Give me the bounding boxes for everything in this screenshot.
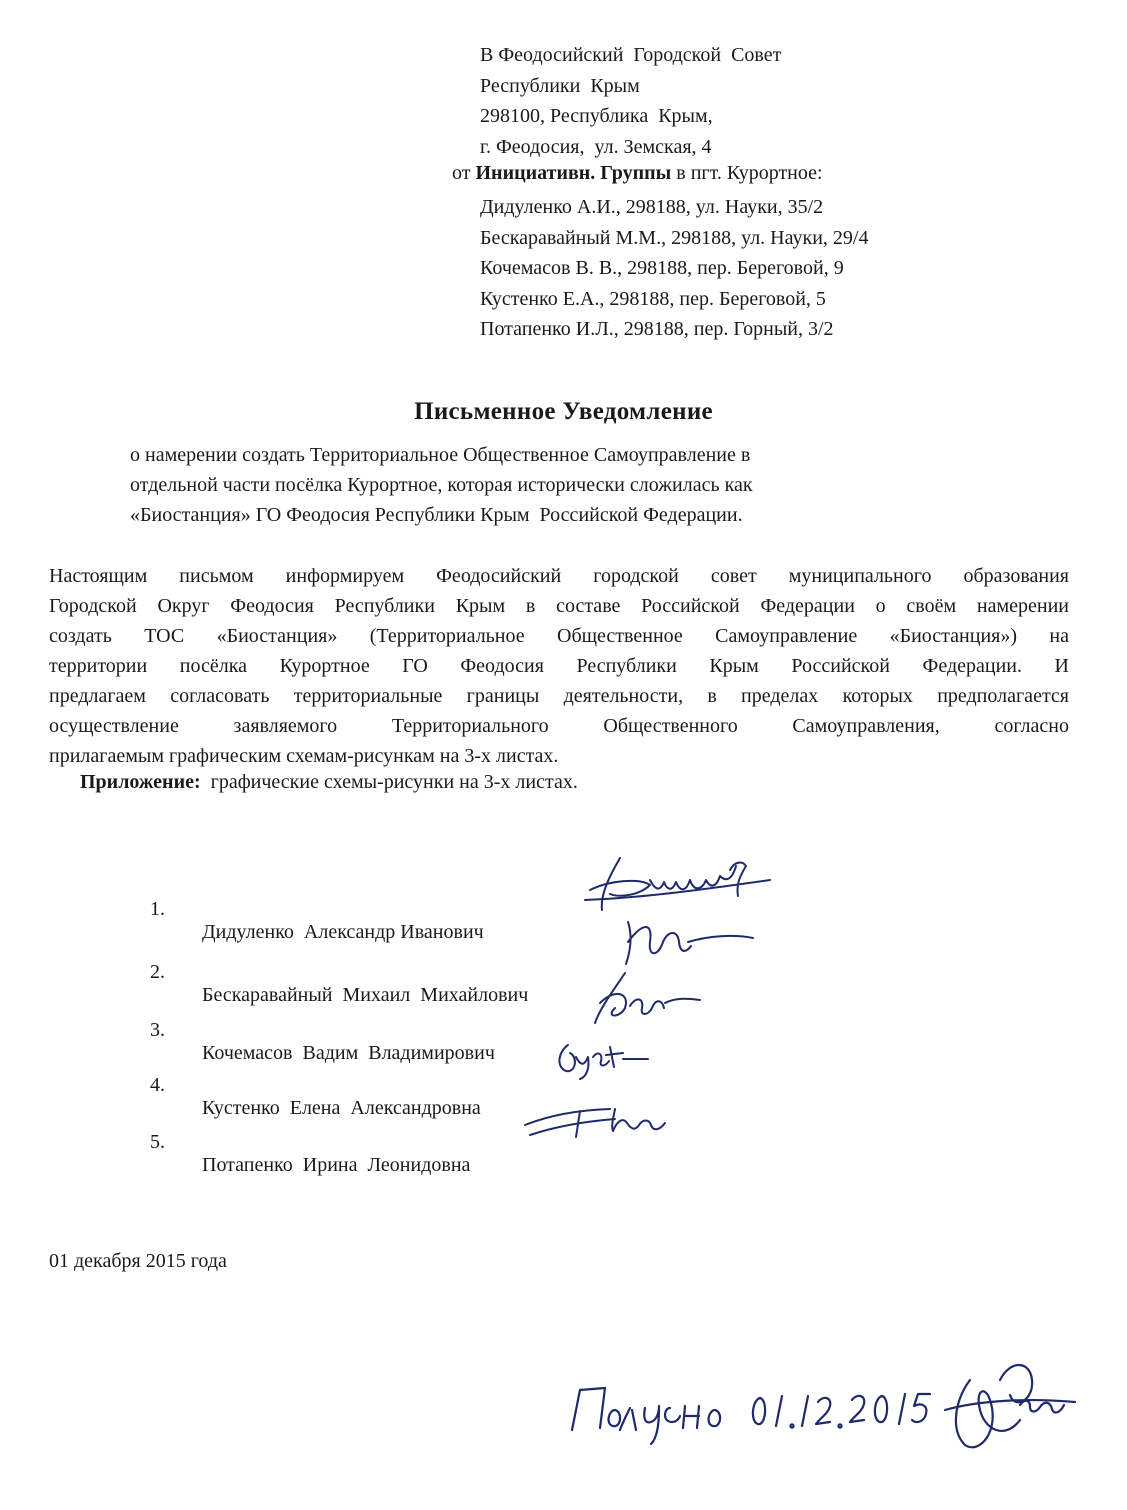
- received-stamp: [560, 1350, 1080, 1475]
- signatory-name: Дидуленко Александр Иванович: [202, 921, 484, 943]
- signatory-row: [150, 1108, 471, 1176]
- signatory-name: Кочемасов Вадим Владимирович: [202, 1042, 495, 1064]
- subtitle-line: о намерении создать Территориальное Общественное Самоуправление в: [130, 444, 751, 466]
- signature-2: [608, 912, 758, 972]
- document-subtitle: [130, 440, 753, 530]
- signatory-row: [150, 996, 495, 1064]
- signatory-name: Потапенко Ирина Леонидовна: [202, 1154, 471, 1176]
- member-line: Потапенко И.Л., 298188, пер. Горный, 3/2: [480, 318, 834, 340]
- body-line: предлагаем согласовать территориальные границы деятельности, в пределах которых предполагается: [49, 685, 1069, 707]
- signatory-row: [150, 938, 529, 1006]
- signatory-name: Кустенко Елена Александровна: [202, 1097, 481, 1119]
- signatory-name: Бескаравайный Михаил Михайлович: [202, 984, 529, 1006]
- signature-5: [520, 1095, 700, 1145]
- signature-3: [585, 968, 705, 1028]
- subtitle-line: отдельной части посёлка Курортное, которая исторически сложилась как: [130, 474, 753, 496]
- signatory-number: 4.: [150, 1074, 165, 1096]
- signature-4: [548, 1037, 658, 1082]
- sender-members: [480, 192, 868, 345]
- addressee-block: [480, 40, 781, 162]
- body-paragraph: [49, 561, 1069, 771]
- document-date: 01 декабря 2015 года: [49, 1250, 227, 1272]
- signatory-row: [150, 875, 484, 943]
- addressee-line: В Феодосийский Городской Совет: [480, 44, 782, 66]
- signature-1: [580, 850, 780, 920]
- sender-suffix: в пгт. Курортное:: [671, 162, 823, 184]
- sender-line: [452, 162, 823, 185]
- signatory-number: 2.: [150, 961, 165, 983]
- member-line: Бескаравайный М.М., 298188, ул. Науки, 29/4: [480, 226, 869, 249]
- addressee-line: г. Феодосия, ул. Земская, 4: [480, 135, 712, 158]
- sender-prefix: от: [452, 162, 476, 184]
- member-line: Кустенко Е.А., 298188, пер. Береговой, 5: [480, 287, 826, 310]
- signatory-number: 1.: [150, 898, 165, 920]
- document-title: Письменное Уведомление: [414, 398, 713, 425]
- appendix-text: графические схемы-рисунки на 3-х листах.: [200, 771, 578, 793]
- body-line: создать ТОС «Биостанция» (Территориальное Общественное Самоуправление «Биостанция») на: [49, 625, 1069, 647]
- signatory-number: 5.: [150, 1131, 165, 1153]
- body-line: Городской Округ Феодосия Республики Крым в составе Российской Федерации о своём намерении: [49, 595, 1069, 617]
- member-line: Кочемасов В. В., 298188, пер. Береговой, 9: [480, 257, 844, 279]
- body-line: территории посёлка Курортное ГО Феодосия Республики Крым Российской Федерации. И: [49, 655, 1069, 677]
- appendix-line: [80, 771, 578, 794]
- addressee-line: Республики Крым: [480, 74, 640, 97]
- body-line: Настоящим письмом информируем Феодосийский городской совет муниципального образования: [49, 565, 1069, 587]
- body-line: осуществление заявляемого Территориального Общественного Самоуправления, согласно: [49, 715, 1069, 737]
- sender-group: Инициативн. Группы: [475, 162, 672, 184]
- signatory-number: 3.: [150, 1019, 165, 1041]
- subtitle-line: «Биостанция» ГО Феодосия Республики Крым Российской Федерации.: [130, 504, 743, 526]
- appendix-label: Приложение:: [80, 771, 201, 793]
- addressee-line: 298100, Республика Крым,: [480, 105, 713, 127]
- body-line: прилагаемым графическим схемам-рисункам на 3-х листах.: [49, 745, 559, 767]
- member-line: Дидуленко А.И., 298188, ул. Науки, 35/2: [480, 196, 824, 218]
